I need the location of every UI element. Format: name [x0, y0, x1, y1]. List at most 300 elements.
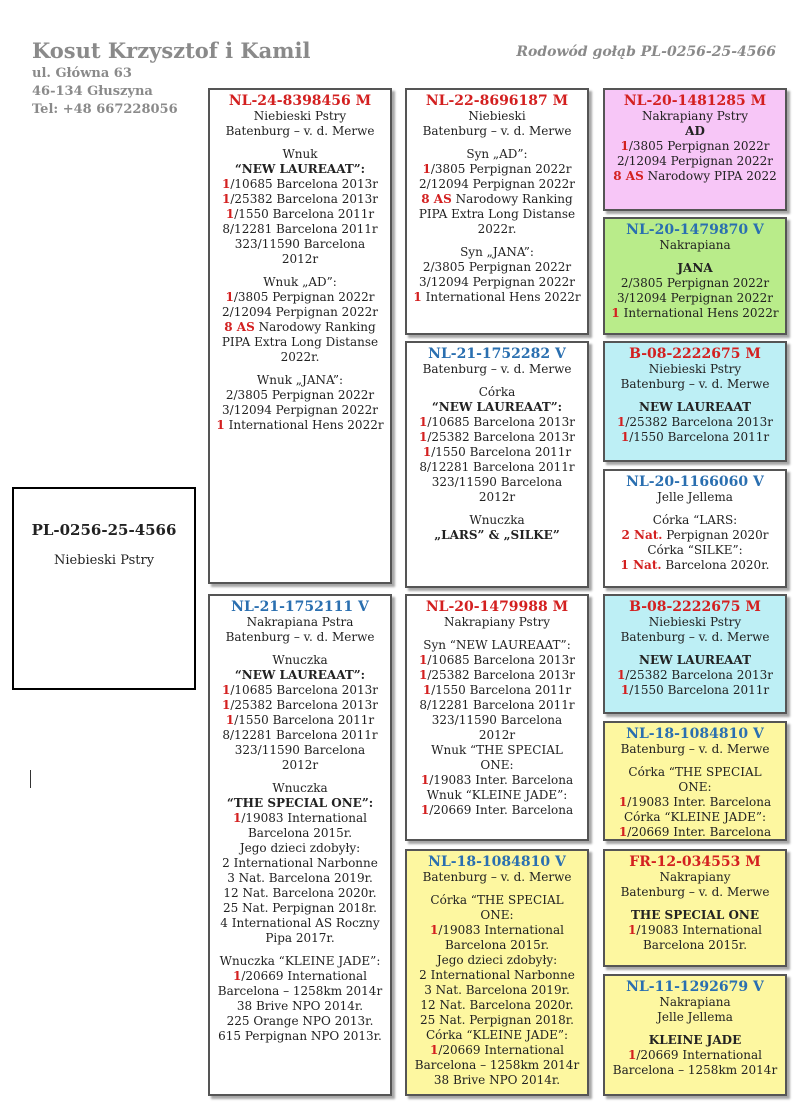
line-text: /3805 Perpignan 2022r — [628, 139, 770, 153]
line-text: Perpignan 2020r — [662, 528, 769, 542]
owner-name: Kosut Krzysztof i Kamil — [32, 38, 311, 63]
line-text: 8/12281 Barcelona 2011r — [419, 698, 575, 712]
line-text: 2 International Narbonne — [419, 968, 575, 982]
placement-number: 1 — [419, 430, 428, 444]
line-text: PIPA Extra Long Distanse — [418, 207, 576, 221]
placement-number: 1 — [222, 698, 231, 712]
pedigree-line — [413, 430, 581, 445]
ring-number — [611, 600, 779, 615]
ggm-4-box — [603, 974, 787, 1096]
spacer — [611, 900, 779, 908]
line-text: NL-20-1479988 M — [425, 599, 569, 615]
placement-number: 1 Nat. — [620, 558, 662, 572]
line-text: /1550 Barcelona 2011r — [431, 445, 572, 459]
line-text: 25 Nat. Perpignan 2018r. — [223, 901, 377, 915]
pedigree-line — [611, 377, 779, 392]
line-text: 323/11590 Barcelona — [431, 713, 563, 727]
line-text: 3 Nat. Barcelona 2019r. — [227, 871, 373, 885]
pedigree-line — [216, 969, 384, 984]
pedigree-line — [216, 856, 384, 871]
ring-number — [216, 600, 384, 615]
pedigree-line — [611, 513, 779, 528]
pedigree-line — [216, 886, 384, 901]
placement-number: 1 — [216, 418, 225, 432]
pedigree-line — [216, 826, 384, 841]
line-text: /20669 International — [438, 1043, 564, 1057]
pedigree-line — [216, 177, 384, 192]
pedigree-line — [216, 743, 384, 758]
line-text: “NEW LAUREAAT”: — [234, 162, 366, 176]
line-text: Jelle Jellema — [657, 490, 733, 504]
pedigree-line — [413, 245, 581, 260]
owner-street: ul. Główna 63 — [32, 66, 132, 81]
pedigree-line — [413, 147, 581, 162]
pedigree-line — [611, 765, 779, 795]
pedigree-line — [216, 237, 384, 252]
line-text: Niebieski — [468, 109, 526, 123]
line-text: B-08-2222675 M — [629, 599, 761, 615]
line-text: Batenburg – v. d. Merwe — [422, 362, 572, 376]
pedigree-line — [611, 362, 779, 377]
line-text: 2/12094 Perpignan 2022r — [617, 154, 773, 168]
line-text: Wnuk „AD”: — [263, 275, 337, 289]
line-text: FR-12-034553 M — [629, 854, 761, 870]
ggm-2-box — [603, 469, 787, 588]
line-text: Wnuczka — [272, 781, 328, 795]
line-text: Jego dzieci zdobyły: — [239, 841, 361, 855]
line-text: NL-20-1481285 M — [623, 93, 767, 109]
line-text: “THE SPECIAL ONE”: — [226, 796, 374, 810]
pedigree-line — [611, 795, 779, 810]
line-text: NL-18-1084810 V — [626, 726, 764, 742]
pedigree-line — [413, 192, 581, 207]
main-bird-box — [12, 487, 196, 690]
line-text: /1550 Barcelona 2011r — [629, 430, 770, 444]
line-text: Nakrapiana — [659, 238, 731, 252]
pedigree-line — [611, 870, 779, 885]
pedigree-line — [216, 811, 384, 826]
line-text: Córka “THE SPECIAL ONE: — [628, 765, 762, 794]
line-text: JANA — [677, 261, 713, 275]
line-text: NEW LAUREAAT — [639, 400, 751, 414]
line-text: /25382 Barcelona 2013r — [427, 668, 575, 682]
line-text: Nakrapiany — [659, 870, 731, 884]
line-text: /10685 Barcelona 2013r — [230, 177, 378, 191]
line-text: Wnuk “KLEINE JADE”: — [426, 788, 568, 802]
line-text: /19083 Inter. Barcelona — [429, 773, 574, 787]
ggm-1-box — [603, 217, 787, 335]
ring-number — [611, 727, 779, 742]
placement-number: 1 — [422, 683, 432, 697]
pedigree-line — [216, 668, 384, 683]
pedigree-line — [216, 305, 384, 320]
paternal-grandfather-box — [405, 88, 589, 335]
line-text: „LARS” & „SILKE” — [434, 528, 560, 542]
pedigree-line — [413, 177, 581, 192]
pedigree-line — [216, 373, 384, 388]
pedigree-line — [216, 984, 384, 999]
pedigree-line — [216, 207, 384, 222]
line-text: /25382 Barcelona 2013r — [625, 668, 773, 682]
line-text: Barcelona – 1258km 2014r — [217, 984, 383, 998]
line-text: /25382 Barcelona 2013r — [230, 698, 378, 712]
pedigree-line — [216, 916, 384, 931]
line-text: 323/11590 Barcelona — [431, 475, 563, 489]
line-text: Syn „JANA”: — [460, 245, 534, 259]
line-text: 615 Perpignan NPO 2013r. — [218, 1029, 382, 1043]
pedigree-line — [216, 252, 384, 267]
line-text: 38 Brive NPO 2014r. — [236, 999, 364, 1013]
line-text: 8/12281 Barcelona 2011r — [222, 728, 378, 742]
line-text: Wnuczka — [469, 513, 525, 527]
pedigree-line — [413, 207, 581, 222]
spacer — [216, 645, 384, 653]
line-text: Barcelona 2015r. — [642, 938, 748, 952]
spacer — [413, 885, 581, 893]
line-text: 8/12281 Barcelona 2011r — [419, 460, 575, 474]
pedigree-line — [216, 403, 384, 418]
line-text: 323/11590 Barcelona — [234, 237, 366, 251]
placement-number: 1 — [617, 415, 626, 429]
pedigree-line — [413, 870, 581, 885]
line-text: Wnuczka “KLEINE JADE”: — [219, 954, 381, 968]
pedigree-line — [413, 653, 581, 668]
spacer — [216, 773, 384, 781]
main-bird-ring: PL-0256-25-4566 — [31, 521, 177, 539]
ring-number — [611, 223, 779, 238]
pedigree-line — [611, 124, 779, 139]
line-text: B-08-2222675 M — [629, 346, 761, 362]
pedigree-line — [216, 758, 384, 773]
pedigree-line — [611, 1063, 779, 1078]
pedigree-line — [413, 968, 581, 983]
placement-number: 1 — [618, 795, 628, 809]
spacer — [611, 645, 779, 653]
placement-number: 1 — [232, 969, 242, 983]
pedigree-line — [413, 638, 581, 653]
line-text: /10685 Barcelona 2013r — [230, 683, 378, 697]
pedigree-line — [611, 490, 779, 505]
placement-number: 1 — [222, 192, 231, 206]
pedigree-line — [611, 923, 779, 938]
pedigree-line — [413, 998, 581, 1013]
placement-number: 1 — [413, 290, 422, 304]
pedigree-line — [216, 841, 384, 856]
pedigree-line — [413, 773, 581, 788]
line-text: Pipa 2017r. — [265, 931, 335, 945]
placement-number: 1 — [232, 811, 242, 825]
pedigree-line — [413, 743, 581, 773]
pedigree-line — [413, 1058, 581, 1073]
line-text: Nakrapiana Pstra — [246, 615, 354, 629]
pedigree-line — [611, 810, 779, 825]
spacer — [611, 392, 779, 400]
pedigree-line — [216, 192, 384, 207]
line-text: /1550 Barcelona 2011r — [234, 207, 375, 221]
pedigree-line — [216, 999, 384, 1014]
line-text: Barcelona 2020r. — [661, 558, 770, 572]
line-text: 12 Nat. Barcelona 2020r. — [420, 998, 574, 1012]
pedigree-line — [611, 742, 779, 757]
line-text: Batenburg – v. d. Merwe — [620, 377, 770, 391]
line-text: 2/3805 Perpignan 2022r — [422, 260, 572, 274]
pedigree-line — [611, 885, 779, 900]
line-text: NL-24-8398456 M — [228, 93, 372, 109]
pedigree-line — [216, 954, 384, 969]
line-text: Batenburg – v. d. Merwe — [422, 124, 572, 138]
ring-number — [413, 94, 581, 109]
line-text: 2012r — [478, 728, 516, 742]
ggf-2-box — [603, 341, 787, 462]
line-text: Jelle Jellema — [657, 1010, 733, 1024]
line-text: Narodowy Ranking — [254, 320, 376, 334]
placement-number: 1 — [627, 1048, 637, 1062]
ggf-4-box — [603, 849, 787, 967]
pedigree-line — [611, 908, 779, 923]
spacer — [611, 1025, 779, 1033]
placement-number: 1 — [222, 683, 231, 697]
pedigree-line — [413, 893, 581, 923]
pedigree-line — [216, 335, 384, 350]
pedigree-line — [216, 124, 384, 139]
mother-box — [208, 594, 392, 1096]
pedigree-line — [413, 124, 581, 139]
line-text: /19083 International — [636, 923, 762, 937]
owner-phone: Tel: +48 667228056 — [32, 102, 178, 117]
pedigree-line — [413, 415, 581, 430]
line-text: Batenburg – v. d. Merwe — [620, 742, 770, 756]
spacer — [611, 505, 779, 513]
pedigree-line — [216, 615, 384, 630]
line-text: /1550 Barcelona 2011r — [234, 713, 375, 727]
line-text: Córka — [478, 385, 516, 399]
line-text: Barcelona 2015r. — [444, 938, 550, 952]
placement-number: 1 — [618, 825, 628, 839]
line-text: Wnuk — [282, 147, 318, 161]
pedigree-line — [611, 415, 779, 430]
line-text: 3/12094 Perpignan 2022r — [222, 403, 378, 417]
line-text: Wnuk „JANA”: — [256, 373, 344, 387]
line-text: Batenburg – v. d. Merwe — [422, 870, 572, 884]
line-text: /10685 Barcelona 2013r — [427, 653, 575, 667]
pedigree-line — [611, 169, 779, 184]
pedigree-line — [216, 290, 384, 305]
pedigree-line — [413, 923, 581, 938]
line-text: Narodowy Ranking — [451, 192, 573, 206]
pedigree-line — [611, 653, 779, 668]
pedigree-line — [413, 385, 581, 400]
placement-number: 1 — [627, 923, 637, 937]
pedigree-line — [413, 162, 581, 177]
pedigree-line — [216, 698, 384, 713]
placement-number: 1 — [225, 290, 234, 304]
line-text: 3 Nat. Barcelona 2019r. — [424, 983, 570, 997]
placement-number: 1 — [420, 773, 430, 787]
line-text: /19083 International — [241, 811, 367, 825]
pedigree-line — [413, 513, 581, 528]
line-text: Córka “THE SPECIAL ONE: — [430, 893, 564, 922]
line-text: /25382 Barcelona 2013r — [625, 415, 773, 429]
pedigree-line — [611, 543, 779, 558]
line-text: 2/3805 Perpignan 2022r — [225, 388, 375, 402]
ring-number — [611, 855, 779, 870]
line-text: /20669 Inter. Barcelona — [429, 803, 574, 817]
pedigree-line — [611, 430, 779, 445]
placement-number: 8 AS — [421, 192, 452, 206]
line-text: 8/12281 Barcelona 2011r — [222, 222, 378, 236]
line-text: Syn „AD”: — [466, 147, 528, 161]
placement-number: 2 Nat. — [621, 528, 663, 542]
line-text: Barcelona – 1258km 2014r — [414, 1058, 580, 1072]
line-text: NL-22-8696187 M — [425, 93, 569, 109]
ring-number — [611, 347, 779, 362]
line-text: 12 Nat. Barcelona 2020r. — [223, 886, 377, 900]
line-text: 3/12094 Perpignan 2022r — [419, 275, 575, 289]
line-text: 2/12094 Perpignan 2022r — [222, 305, 378, 319]
line-text: Barcelona 2015r. — [247, 826, 353, 840]
pedigree-line — [413, 222, 581, 237]
pedigree-line — [413, 713, 581, 728]
ring-number — [413, 600, 581, 615]
line-text: Batenburg – v. d. Merwe — [620, 885, 770, 899]
line-text: KLEINE JADE — [648, 1033, 742, 1047]
pedigree-line — [413, 290, 581, 305]
pedigree-line — [413, 953, 581, 968]
pedigree-line — [216, 931, 384, 946]
line-text: 25 Nat. Perpignan 2018r. — [420, 1013, 574, 1027]
line-text: Batenburg – v. d. Merwe — [225, 630, 375, 644]
pedigree-line — [413, 728, 581, 743]
line-text: Nakrapiana — [659, 995, 731, 1009]
spacer — [216, 946, 384, 954]
placement-number: 1 — [620, 139, 629, 153]
line-text: THE SPECIAL ONE — [630, 908, 760, 922]
line-text: 2012r — [281, 758, 319, 772]
line-text: International Hens 2022r — [619, 306, 779, 320]
placement-number: 1 — [617, 668, 626, 682]
line-text: /3805 Perpignan 2022r — [233, 290, 375, 304]
line-text: /20669 International — [636, 1048, 762, 1062]
line-text: 323/11590 Barcelona — [234, 743, 366, 757]
pedigree-line — [611, 109, 779, 124]
pedigree-line — [611, 276, 779, 291]
placement-number: 1 — [429, 1043, 439, 1057]
pedigree-line — [611, 1033, 779, 1048]
line-text: Niebieski Pstry — [648, 615, 742, 629]
line-text: /10685 Barcelona 2013r — [427, 415, 575, 429]
pedigree-line — [611, 683, 779, 698]
line-text: Narodowy PIPA 2022 — [643, 169, 777, 183]
line-text: “NEW LAUREAAT”: — [431, 400, 563, 414]
placement-number: 8 AS — [224, 320, 255, 334]
main-bird-color: Niebieski Pstry — [53, 553, 155, 568]
line-text: NL-20-1166060 V — [626, 474, 764, 490]
line-text: Jego dzieci zdobyły: — [436, 953, 558, 967]
pedigree-line — [413, 683, 581, 698]
line-text: Córka “KLEINE JADE”: — [623, 810, 767, 824]
pedigree-line — [413, 460, 581, 475]
spacer — [216, 267, 384, 275]
pedigree-line — [216, 871, 384, 886]
line-text: NL-18-1084810 V — [428, 854, 566, 870]
pedigree-line — [611, 630, 779, 645]
placement-number: 1 — [420, 803, 430, 817]
ring-number — [611, 980, 779, 995]
pedigree-title: Rodowód gołąb PL-0256-25-4566 — [516, 44, 776, 60]
line-text: 2022r. — [477, 222, 517, 236]
ggm-3-box — [603, 721, 787, 841]
maternal-grandmother-box — [405, 849, 589, 1096]
line-text: /20669 Inter. Barcelona — [627, 825, 772, 839]
pedigree-line — [413, 109, 581, 124]
ring-number — [611, 475, 779, 490]
line-text: International Hens 2022r — [421, 290, 581, 304]
line-text: 2012r — [281, 252, 319, 266]
ring-number — [413, 347, 581, 362]
pedigree-line — [611, 154, 779, 169]
pedigree-line — [216, 350, 384, 365]
pedigree-line — [413, 275, 581, 290]
line-text: 225 Orange NPO 2013r. — [226, 1014, 374, 1028]
line-text: 4 International AS Roczny — [220, 916, 380, 930]
line-text: AD — [685, 124, 705, 138]
pedigree-line — [216, 728, 384, 743]
pedigree-line — [413, 615, 581, 630]
placement-number: 1 — [419, 415, 428, 429]
pedigree-line — [413, 1013, 581, 1028]
pedigree-line — [216, 109, 384, 124]
line-text: Córka “LARS: — [652, 513, 738, 527]
line-text: Nakrapiany Pstry — [443, 615, 551, 629]
pedigree-line — [611, 306, 779, 321]
text-cursor — [30, 770, 31, 788]
ring-number — [413, 855, 581, 870]
pedigree-line — [216, 1029, 384, 1044]
placement-number: 1 — [419, 668, 428, 682]
pedigree-line — [413, 698, 581, 713]
line-text: 2 International Narbonne — [222, 856, 378, 870]
ggf-3-box — [603, 594, 787, 714]
pedigree-line — [611, 291, 779, 306]
line-text: /25382 Barcelona 2013r — [230, 192, 378, 206]
pedigree-line — [216, 630, 384, 645]
pedigree-line — [413, 490, 581, 505]
pedigree-line — [216, 683, 384, 698]
line-text: /3805 Perpignan 2022r — [430, 162, 572, 176]
pedigree-line — [413, 803, 581, 818]
line-text: NL-21-1752282 V — [428, 346, 566, 362]
line-text: Wnuk “THE SPECIAL ONE: — [431, 743, 563, 772]
pedigree-line — [413, 362, 581, 377]
line-text: 2022r. — [280, 350, 320, 364]
placement-number: 1 — [225, 713, 235, 727]
pedigree-line — [216, 1014, 384, 1029]
line-text: Batenburg – v. d. Merwe — [620, 630, 770, 644]
line-text: “NEW LAUREAAT”: — [234, 668, 366, 682]
placement-number: 1 — [225, 207, 235, 221]
line-text: NL-21-1752111 V — [231, 599, 369, 615]
spacer — [413, 630, 581, 638]
line-text: /19083 Inter. Barcelona — [627, 795, 772, 809]
pedigree-line — [216, 781, 384, 796]
placement-number: 1 — [611, 306, 620, 320]
line-text: Wnuczka — [272, 653, 328, 667]
line-text: NL-20-1479870 V — [626, 222, 764, 238]
spacer — [413, 377, 581, 385]
line-text: NL-11-1292679 V — [626, 979, 764, 995]
line-text: NEW LAUREAAT — [639, 653, 751, 667]
pedigree-line — [216, 147, 384, 162]
